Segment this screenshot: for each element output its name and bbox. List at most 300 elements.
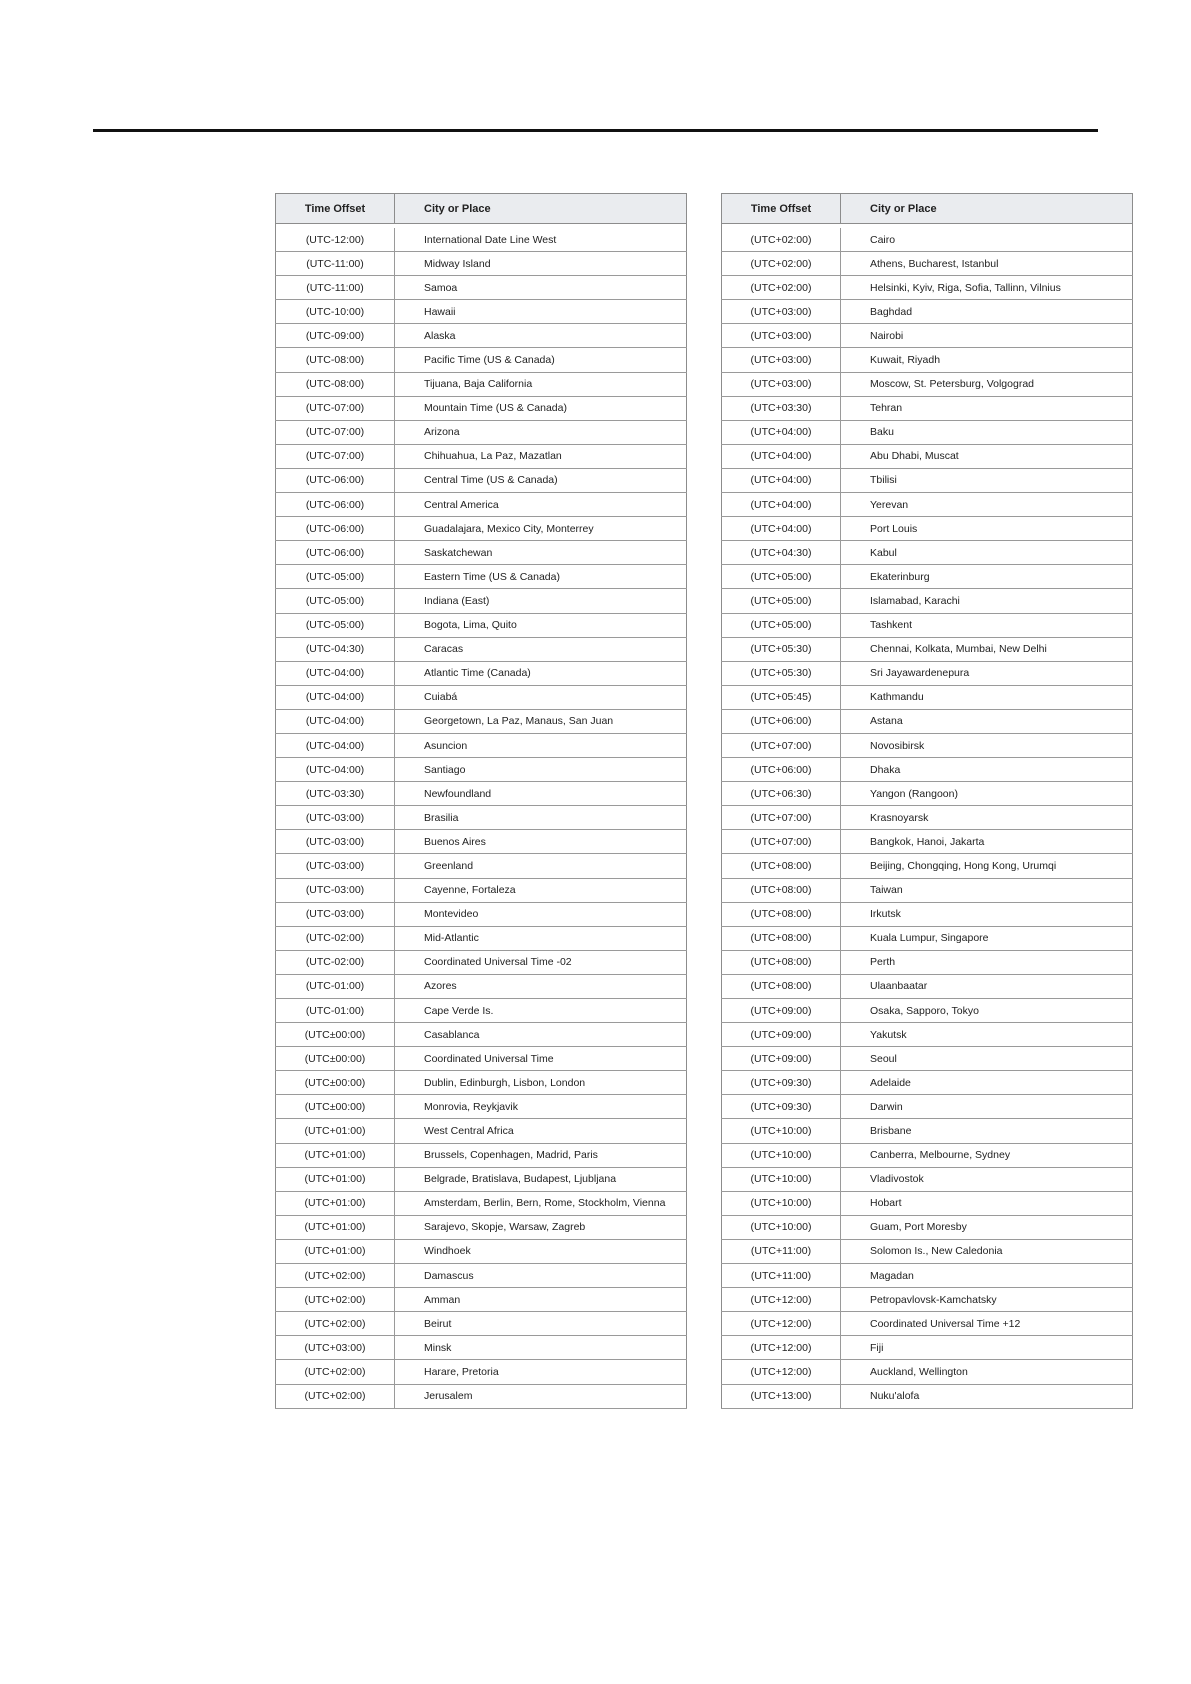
table-row (276, 1047, 687, 1071)
city-cell: Santiago (395, 758, 687, 782)
city-cell: Fiji (841, 1336, 1133, 1360)
table-row (276, 950, 687, 974)
table-row (276, 1312, 687, 1336)
city-cell: Saskatchewan (395, 541, 687, 565)
city-cell: Coordinated Universal Time (395, 1047, 687, 1071)
table-row (722, 300, 1133, 324)
time-offset-cell: (UTC+11:00) (722, 1239, 841, 1263)
timezone-table-left (275, 193, 687, 1409)
city-cell: Amman (395, 1288, 687, 1312)
table-row (722, 1167, 1133, 1191)
time-offset-cell: (UTC-05:00) (276, 613, 395, 637)
city-cell: Azores (395, 974, 687, 998)
time-offset-cell: (UTC-01:00) (276, 974, 395, 998)
time-offset-cell: (UTC+05:00) (722, 589, 841, 613)
time-offset-cell: (UTC-03:00) (276, 878, 395, 902)
time-offset-cell: (UTC-04:00) (276, 709, 395, 733)
time-offset-cell: (UTC-03:00) (276, 830, 395, 854)
time-offset-cell: (UTC+09:00) (722, 999, 841, 1023)
time-offset-cell: (UTC+10:00) (722, 1215, 841, 1239)
time-offset-cell: (UTC+02:00) (722, 228, 841, 252)
table-row (722, 493, 1133, 517)
city-cell: Midway Island (395, 252, 687, 276)
table-row (276, 1071, 687, 1095)
city-cell: Newfoundland (395, 782, 687, 806)
city-cell: Amsterdam, Berlin, Bern, Rome, Stockholm, Vienna (395, 1191, 687, 1215)
table-body-right (722, 224, 1133, 1409)
time-offset-cell: (UTC±00:00) (276, 1095, 395, 1119)
table-row (722, 1239, 1133, 1263)
table-row (276, 974, 687, 998)
table-row (276, 1119, 687, 1143)
table-row (722, 348, 1133, 372)
table-row (276, 324, 687, 348)
table-row (722, 1119, 1133, 1143)
time-offset-cell: (UTC+02:00) (276, 1360, 395, 1384)
city-cell: Brisbane (841, 1119, 1133, 1143)
city-cell: Cairo (841, 228, 1133, 252)
time-offset-cell: (UTC+08:00) (722, 950, 841, 974)
table-row (722, 806, 1133, 830)
city-cell: Atlantic Time (Canada) (395, 661, 687, 685)
city-cell: Helsinki, Kyiv, Riga, Sofia, Tallinn, Vilnius (841, 276, 1133, 300)
table-row (276, 1143, 687, 1167)
city-cell: Yakutsk (841, 1023, 1133, 1047)
time-offset-cell: (UTC+04:00) (722, 493, 841, 517)
table-header-row (276, 194, 687, 224)
table-row (722, 830, 1133, 854)
time-offset-cell: (UTC-08:00) (276, 348, 395, 372)
table-row (722, 1312, 1133, 1336)
table-row (722, 517, 1133, 541)
time-offset-cell: (UTC-04:00) (276, 733, 395, 757)
time-offset-cell: (UTC+02:00) (276, 1384, 395, 1408)
table-row (722, 1143, 1133, 1167)
city-cell: Beirut (395, 1312, 687, 1336)
time-offset-cell: (UTC+12:00) (722, 1360, 841, 1384)
city-cell: Pacific Time (US & Canada) (395, 348, 687, 372)
time-offset-cell: (UTC+02:00) (722, 276, 841, 300)
column-header-city: City or Place (395, 194, 687, 224)
city-cell: Guadalajara, Mexico City, Monterrey (395, 517, 687, 541)
time-offset-cell: (UTC-03:00) (276, 854, 395, 878)
city-cell: Canberra, Melbourne, Sydney (841, 1143, 1133, 1167)
time-offset-cell: (UTC+06:00) (722, 758, 841, 782)
table-row (722, 420, 1133, 444)
table-row (722, 782, 1133, 806)
city-cell: Port Louis (841, 517, 1133, 541)
city-cell: Seoul (841, 1047, 1133, 1071)
time-offset-cell: (UTC+12:00) (722, 1288, 841, 1312)
time-offset-cell: (UTC-03:00) (276, 806, 395, 830)
time-offset-cell: (UTC-04:00) (276, 685, 395, 709)
time-offset-cell: (UTC-04:30) (276, 637, 395, 661)
table-body-left (276, 224, 687, 1409)
city-cell: Islamabad, Karachi (841, 589, 1133, 613)
table-row (722, 444, 1133, 468)
time-offset-cell: (UTC+03:00) (276, 1336, 395, 1360)
city-cell: Dhaka (841, 758, 1133, 782)
time-offset-cell: (UTC+01:00) (276, 1215, 395, 1239)
city-cell: Kuwait, Riyadh (841, 348, 1133, 372)
table-row (276, 1095, 687, 1119)
time-offset-cell: (UTC+06:00) (722, 709, 841, 733)
time-offset-cell: (UTC+04:00) (722, 517, 841, 541)
table-row (276, 565, 687, 589)
table-row (276, 372, 687, 396)
city-cell: Chennai, Kolkata, Mumbai, New Delhi (841, 637, 1133, 661)
time-offset-cell: (UTC-03:00) (276, 902, 395, 926)
city-cell: Samoa (395, 276, 687, 300)
city-cell: Vladivostok (841, 1167, 1133, 1191)
city-cell: Perth (841, 950, 1133, 974)
city-cell: Buenos Aires (395, 830, 687, 854)
table-row (722, 372, 1133, 396)
time-offset-cell: (UTC-06:00) (276, 541, 395, 565)
time-offset-cell: (UTC+08:00) (722, 878, 841, 902)
city-cell: Central Time (US & Canada) (395, 468, 687, 492)
table-row (276, 444, 687, 468)
city-cell: Sri Jayawardenepura (841, 661, 1133, 685)
time-offset-cell: (UTC-06:00) (276, 493, 395, 517)
time-offset-cell: (UTC+13:00) (722, 1384, 841, 1408)
city-cell: Auckland, Wellington (841, 1360, 1133, 1384)
time-offset-cell: (UTC+03:00) (722, 300, 841, 324)
table-row (276, 276, 687, 300)
timezone-table-right (721, 193, 1133, 1409)
city-cell: Yangon (Rangoon) (841, 782, 1133, 806)
city-cell: Solomon Is., New Caledonia (841, 1239, 1133, 1263)
city-cell: Jerusalem (395, 1384, 687, 1408)
city-cell: Windhoek (395, 1239, 687, 1263)
city-cell: Georgetown, La Paz, Manaus, San Juan (395, 709, 687, 733)
city-cell: Tehran (841, 396, 1133, 420)
city-cell: Montevideo (395, 902, 687, 926)
city-cell: Magadan (841, 1264, 1133, 1288)
time-offset-cell: (UTC+02:00) (276, 1312, 395, 1336)
table-row (276, 926, 687, 950)
time-offset-cell: (UTC+09:00) (722, 1047, 841, 1071)
time-offset-cell: (UTC+03:00) (722, 324, 841, 348)
time-offset-cell: (UTC+03:30) (722, 396, 841, 420)
time-offset-cell: (UTC-11:00) (276, 252, 395, 276)
table-row (276, 1288, 687, 1312)
time-offset-cell: (UTC±00:00) (276, 1023, 395, 1047)
city-cell: Alaska (395, 324, 687, 348)
table-header-row (722, 194, 1133, 224)
time-offset-cell: (UTC+04:00) (722, 444, 841, 468)
city-cell: Damascus (395, 1264, 687, 1288)
table-row (276, 493, 687, 517)
table-row (722, 1095, 1133, 1119)
time-offset-cell: (UTC+02:00) (722, 252, 841, 276)
city-cell: Caracas (395, 637, 687, 661)
time-offset-cell: (UTC+10:00) (722, 1191, 841, 1215)
time-offset-cell: (UTC-06:00) (276, 517, 395, 541)
city-cell: Central America (395, 493, 687, 517)
city-cell: Petropavlovsk-Kamchatsky (841, 1288, 1133, 1312)
table-row (276, 782, 687, 806)
city-cell: Asuncion (395, 733, 687, 757)
city-cell: Yerevan (841, 493, 1133, 517)
time-offset-cell: (UTC+08:00) (722, 974, 841, 998)
city-cell: Brussels, Copenhagen, Madrid, Paris (395, 1143, 687, 1167)
table-row (276, 758, 687, 782)
time-offset-cell: (UTC-04:00) (276, 661, 395, 685)
table-row (276, 806, 687, 830)
city-cell: Darwin (841, 1095, 1133, 1119)
city-cell: Irkutsk (841, 902, 1133, 926)
city-cell: Osaka, Sapporo, Tokyo (841, 999, 1133, 1023)
table-row (722, 661, 1133, 685)
table-row (276, 733, 687, 757)
time-offset-cell: (UTC-03:30) (276, 782, 395, 806)
city-cell: Abu Dhabi, Muscat (841, 444, 1133, 468)
city-cell: Nuku'alofa (841, 1384, 1133, 1408)
city-cell: Indiana (East) (395, 589, 687, 613)
time-offset-cell: (UTC-06:00) (276, 468, 395, 492)
city-cell: Baku (841, 420, 1133, 444)
table-row (276, 396, 687, 420)
time-offset-cell: (UTC-07:00) (276, 420, 395, 444)
time-offset-cell: (UTC+02:00) (276, 1288, 395, 1312)
time-offset-cell: (UTC±00:00) (276, 1071, 395, 1095)
city-cell: Bogota, Lima, Quito (395, 613, 687, 637)
table-row (276, 613, 687, 637)
city-cell: Tijuana, Baja California (395, 372, 687, 396)
table-row (722, 1336, 1133, 1360)
table-row (276, 1023, 687, 1047)
table-row (722, 733, 1133, 757)
time-offset-cell: (UTC+07:00) (722, 830, 841, 854)
city-cell: Coordinated Universal Time +12 (841, 1312, 1133, 1336)
time-offset-cell: (UTC+05:30) (722, 661, 841, 685)
city-cell: Greenland (395, 854, 687, 878)
table-row (722, 1071, 1133, 1095)
city-cell: Casablanca (395, 1023, 687, 1047)
city-cell: Mountain Time (US & Canada) (395, 396, 687, 420)
time-offset-cell: (UTC-05:00) (276, 565, 395, 589)
city-cell: Cape Verde Is. (395, 999, 687, 1023)
city-cell: Krasnoyarsk (841, 806, 1133, 830)
time-offset-cell: (UTC+12:00) (722, 1336, 841, 1360)
table-row (276, 999, 687, 1023)
city-cell: Dublin, Edinburgh, Lisbon, London (395, 1071, 687, 1095)
time-offset-cell: (UTC+06:30) (722, 782, 841, 806)
table-row (722, 1047, 1133, 1071)
time-offset-cell: (UTC+09:30) (722, 1095, 841, 1119)
city-cell: Ulaanbaatar (841, 974, 1133, 998)
city-cell: Arizona (395, 420, 687, 444)
table-row (722, 854, 1133, 878)
table-row (722, 1384, 1133, 1408)
city-cell: Hobart (841, 1191, 1133, 1215)
table-row (722, 878, 1133, 902)
table-row (276, 1264, 687, 1288)
table-row (276, 1167, 687, 1191)
table-row (722, 541, 1133, 565)
time-offset-cell: (UTC+05:00) (722, 565, 841, 589)
table-row (276, 468, 687, 492)
city-cell: Kabul (841, 541, 1133, 565)
time-offset-cell: (UTC+05:30) (722, 637, 841, 661)
time-offset-cell: (UTC+03:00) (722, 348, 841, 372)
city-cell: Novosibirsk (841, 733, 1133, 757)
city-cell: Tbilisi (841, 468, 1133, 492)
city-cell: Taiwan (841, 878, 1133, 902)
time-offset-cell: (UTC+11:00) (722, 1264, 841, 1288)
city-cell: International Date Line West (395, 228, 687, 252)
table-row (276, 589, 687, 613)
table-row (276, 854, 687, 878)
table-row (722, 613, 1133, 637)
header-rule (93, 129, 1098, 132)
city-cell: Belgrade, Bratislava, Budapest, Ljubljana (395, 1167, 687, 1191)
table-row (276, 902, 687, 926)
time-offset-cell: (UTC+07:00) (722, 806, 841, 830)
time-offset-cell: (UTC-04:00) (276, 758, 395, 782)
city-cell: Athens, Bucharest, Istanbul (841, 252, 1133, 276)
column-header-city: City or Place (841, 194, 1133, 224)
time-offset-cell: (UTC+01:00) (276, 1143, 395, 1167)
time-offset-cell: (UTC-05:00) (276, 589, 395, 613)
city-cell: Sarajevo, Skopje, Warsaw, Zagreb (395, 1215, 687, 1239)
city-cell: Chihuahua, La Paz, Mazatlan (395, 444, 687, 468)
time-offset-cell: (UTC+10:00) (722, 1119, 841, 1143)
table-row (276, 300, 687, 324)
time-offset-cell: (UTC-10:00) (276, 300, 395, 324)
table-row (722, 252, 1133, 276)
time-offset-cell: (UTC-12:00) (276, 228, 395, 252)
city-cell: Adelaide (841, 1071, 1133, 1095)
table-row (722, 468, 1133, 492)
time-offset-cell: (UTC-07:00) (276, 396, 395, 420)
table-row (722, 637, 1133, 661)
table-row (722, 926, 1133, 950)
city-cell: Bangkok, Hanoi, Jakarta (841, 830, 1133, 854)
table-row (722, 902, 1133, 926)
time-offset-cell: (UTC+10:00) (722, 1143, 841, 1167)
city-cell: Mid-Atlantic (395, 926, 687, 950)
table-row (276, 541, 687, 565)
table-row (276, 252, 687, 276)
time-offset-cell: (UTC+08:00) (722, 926, 841, 950)
time-offset-cell: (UTC-07:00) (276, 444, 395, 468)
city-cell: West Central Africa (395, 1119, 687, 1143)
city-cell: Kuala Lumpur, Singapore (841, 926, 1133, 950)
table-row (722, 1288, 1133, 1312)
time-offset-cell: (UTC+04:30) (722, 541, 841, 565)
city-cell: Ekaterinburg (841, 565, 1133, 589)
time-offset-cell: (UTC+08:00) (722, 902, 841, 926)
table-row (722, 999, 1133, 1023)
time-offset-cell: (UTC+09:30) (722, 1071, 841, 1095)
time-offset-cell: (UTC+08:00) (722, 854, 841, 878)
city-cell: Beijing, Chongqing, Hong Kong, Urumqi (841, 854, 1133, 878)
table-row (276, 661, 687, 685)
table-row (722, 758, 1133, 782)
time-offset-cell: (UTC+07:00) (722, 733, 841, 757)
table-row (722, 276, 1133, 300)
city-cell: Cayenne, Fortaleza (395, 878, 687, 902)
table-row (276, 709, 687, 733)
time-offset-cell: (UTC-02:00) (276, 926, 395, 950)
table-row (276, 228, 687, 252)
table-row (722, 589, 1133, 613)
city-cell: Guam, Port Moresby (841, 1215, 1133, 1239)
time-offset-cell: (UTC+09:00) (722, 1023, 841, 1047)
time-offset-cell: (UTC±00:00) (276, 1047, 395, 1071)
table-row (276, 517, 687, 541)
table-row (722, 1215, 1133, 1239)
time-offset-cell: (UTC-09:00) (276, 324, 395, 348)
time-offset-cell: (UTC+01:00) (276, 1239, 395, 1263)
time-offset-cell: (UTC+04:00) (722, 468, 841, 492)
city-cell: Hawaii (395, 300, 687, 324)
table-row (276, 685, 687, 709)
table-row (722, 565, 1133, 589)
city-cell: Cuiabá (395, 685, 687, 709)
time-offset-cell: (UTC-02:00) (276, 950, 395, 974)
city-cell: Astana (841, 709, 1133, 733)
city-cell: Eastern Time (US & Canada) (395, 565, 687, 589)
table-row (722, 324, 1133, 348)
table-row (276, 1215, 687, 1239)
time-offset-cell: (UTC+01:00) (276, 1191, 395, 1215)
table-row (722, 396, 1133, 420)
time-offset-cell: (UTC+05:00) (722, 613, 841, 637)
table-row (276, 637, 687, 661)
time-offset-cell: (UTC+12:00) (722, 1312, 841, 1336)
city-cell: Moscow, St. Petersburg, Volgograd (841, 372, 1133, 396)
table-row (276, 1360, 687, 1384)
table-row (276, 830, 687, 854)
city-cell: Tashkent (841, 613, 1133, 637)
table-row (276, 420, 687, 444)
time-offset-cell: (UTC-08:00) (276, 372, 395, 396)
column-header-time-offset: Time Offset (722, 194, 841, 224)
table-row (276, 1191, 687, 1215)
city-cell: Monrovia, Reykjavik (395, 1095, 687, 1119)
city-cell: Baghdad (841, 300, 1133, 324)
time-offset-cell: (UTC-01:00) (276, 999, 395, 1023)
table-row (722, 685, 1133, 709)
time-offset-cell: (UTC+01:00) (276, 1119, 395, 1143)
table-row (276, 878, 687, 902)
table-row (276, 1336, 687, 1360)
table-row (722, 709, 1133, 733)
city-cell: Harare, Pretoria (395, 1360, 687, 1384)
table-row (722, 1191, 1133, 1215)
table-row (276, 1384, 687, 1408)
city-cell: Coordinated Universal Time -02 (395, 950, 687, 974)
time-offset-cell: (UTC+01:00) (276, 1167, 395, 1191)
city-cell: Brasilia (395, 806, 687, 830)
table-row (276, 348, 687, 372)
city-cell: Kathmandu (841, 685, 1133, 709)
time-offset-cell: (UTC+02:00) (276, 1264, 395, 1288)
table-row (276, 1239, 687, 1263)
time-offset-cell: (UTC+04:00) (722, 420, 841, 444)
table-row (722, 1360, 1133, 1384)
table-row (722, 1023, 1133, 1047)
table-row (722, 950, 1133, 974)
column-header-time-offset: Time Offset (276, 194, 395, 224)
city-cell: Nairobi (841, 324, 1133, 348)
table-row (722, 228, 1133, 252)
time-offset-cell: (UTC+03:00) (722, 372, 841, 396)
time-offset-cell: (UTC-11:00) (276, 276, 395, 300)
